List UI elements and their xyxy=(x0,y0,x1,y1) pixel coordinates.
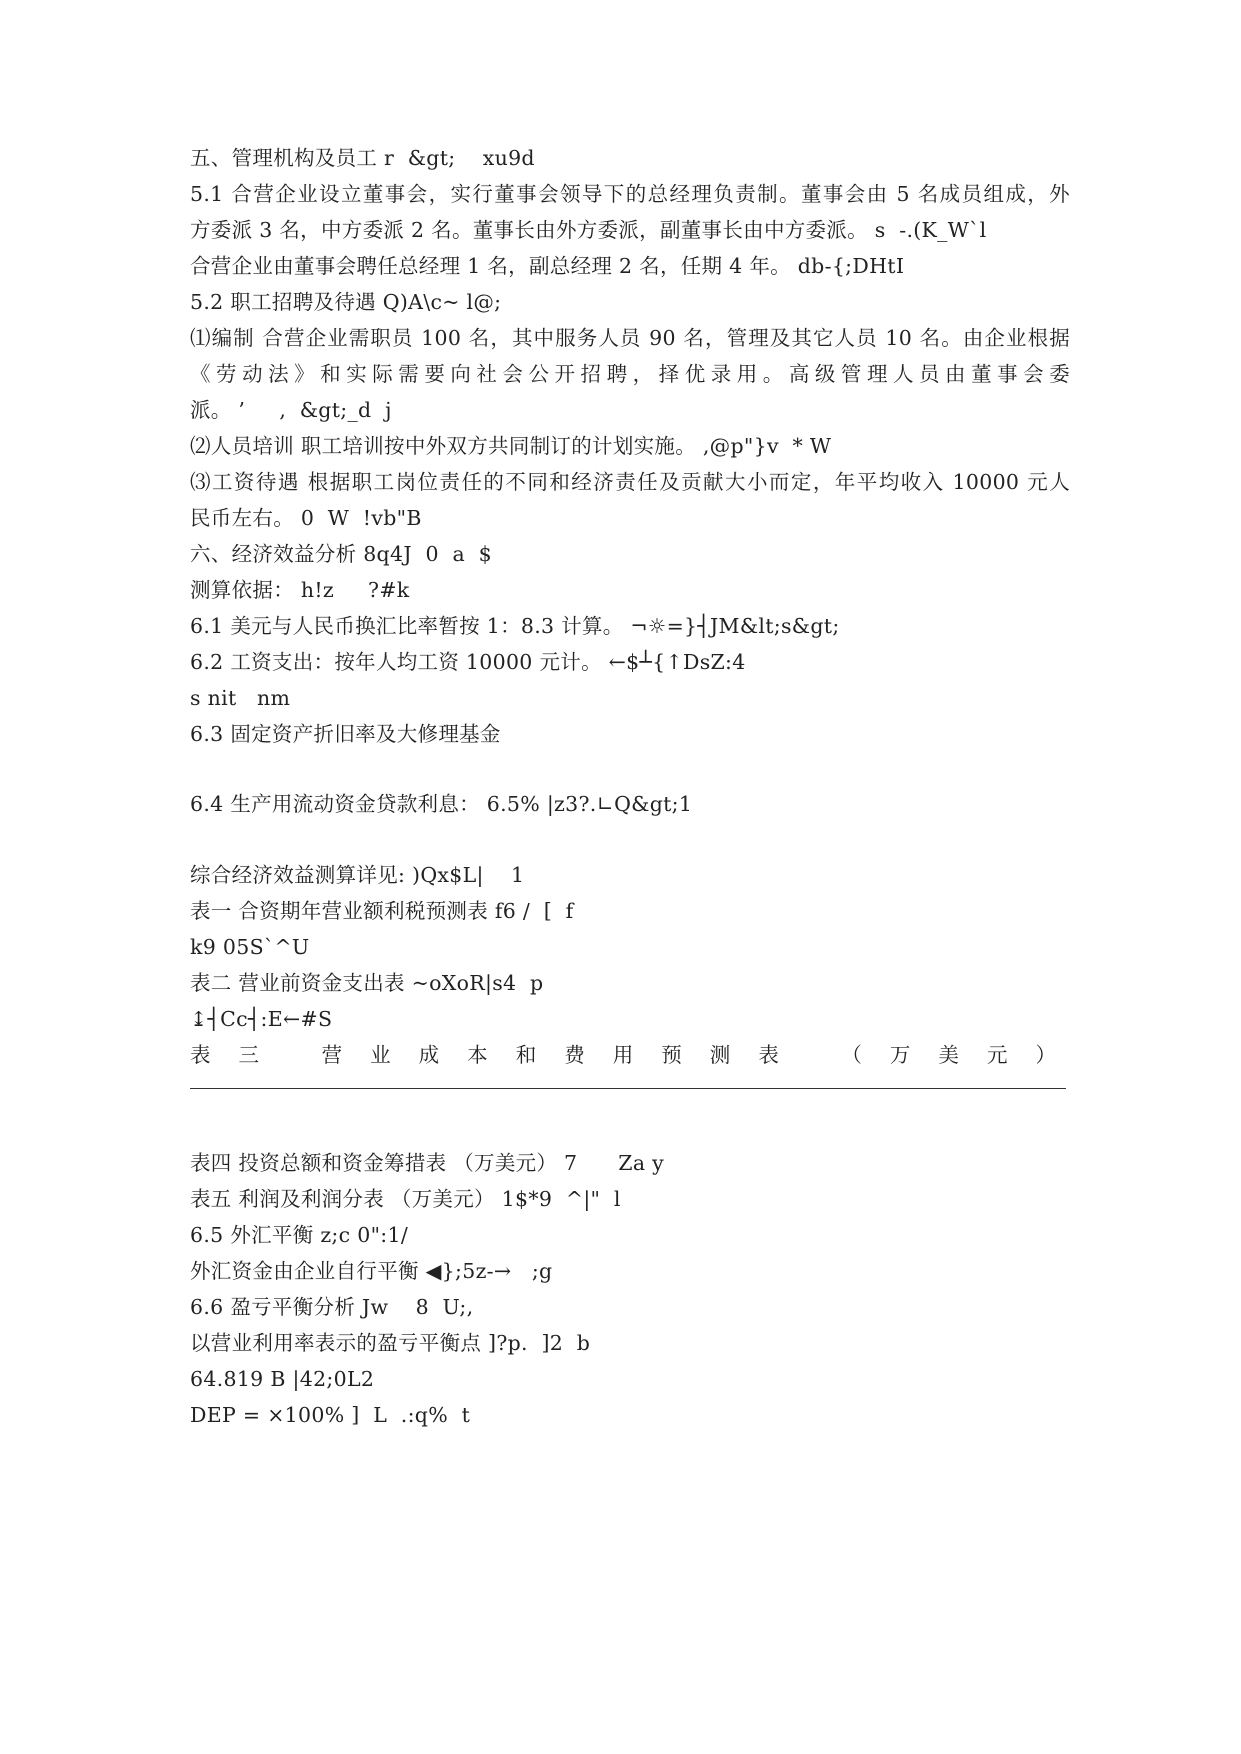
text-line: ⑴编制 合营企业需职员 100 名，其中服务人员 90 名，管理及其它人员 10 名。由企业根据 xyxy=(190,326,1070,350)
heading-economic-analysis: 六、经济效益分析 8q4J 0 a $ xyxy=(190,542,492,566)
text-line: 6.1 美元与人民币换汇比率暂按 1：8.3 计算。 ¬☼=}┤JM&lt;s&gt; xyxy=(190,614,840,638)
text-line: ↨┤Cc┤:E←#S xyxy=(190,1007,333,1031)
table-ref-2: 表二 营业前资金支出表 ~oXoR|s4 p xyxy=(190,971,544,995)
horizontal-rule xyxy=(190,1088,1066,1089)
formula-line: DEP = ×100% ] L .:q% t xyxy=(190,1403,471,1427)
text-line: 测算依据： h!z ?#k xyxy=(190,578,410,602)
text-line: ⑶工资待遇 根据职工岗位责任的不同和经济责任及贡献大小而定，年平均收入 10000 元人 xyxy=(190,470,1070,494)
table-ref-3: 表三 营业成本和费用预测表 （万美元） xyxy=(190,1043,1070,1067)
table-ref-5: 表五 利润及利润分表 （万美元） 1$*9 ^|" l xyxy=(190,1187,621,1211)
table-ref-4: 表四 投资总额和资金筹措表 （万美元） 7 Za y xyxy=(190,1151,665,1175)
text-line: 派。 ’ , &gt;_d j xyxy=(190,398,392,422)
text-line: 5.1 合营企业设立董事会，实行董事会领导下的总经理负责制。董事会由 5 名成员组成，外 xyxy=(190,182,1070,206)
text-line: 《劳动法》和实际需要向社会公开招聘，择优录用。高级管理人员由董事会委 xyxy=(190,362,1070,386)
heading-management: 五、管理机构及员工 r &gt; xu9d xyxy=(190,146,535,170)
text-line: 6.6 盈亏平衡分析 Jw 8 U;, xyxy=(190,1295,474,1319)
text-line: 以营业利用率表示的盈亏平衡点 ]?p. ]2 b xyxy=(190,1331,591,1355)
text-line: s nit nm xyxy=(190,686,291,710)
text-line: 合营企业由董事会聘任总经理 1 名，副总经理 2 名，任期 4 年。 db-{;DHtI xyxy=(190,254,905,278)
text-line: 外汇资金由企业自行平衡 ◀};5z-→ ;g xyxy=(190,1259,553,1283)
text-line: 6.5 外汇平衡 z;c 0":1/ xyxy=(190,1223,409,1247)
text-line: 6.4 生产用流动资金贷款利息： 6.5% |z3?.∟Q&gt;1 xyxy=(190,792,693,816)
text-line: 6.3 固定资产折旧率及大修理基金 xyxy=(190,722,501,746)
text-line: 民币左右。 0 W !vb"B xyxy=(190,506,422,530)
text-line: 综合经济效益测算详见: )Qx$L| 1 xyxy=(190,863,525,887)
text-line: 方委派 3 名，中方委派 2 名。董事长由外方委派，副董事长由中方委派。 s -.(K_W`l xyxy=(190,218,987,242)
text-line: 6.2 工资支出：按年人均工资 10000 元计。 ←$┴{↑DsZ:4 xyxy=(190,650,746,674)
text-line: 64.819 B |42;0L2 xyxy=(190,1367,375,1391)
table-ref-1: 表一 合资期年营业额利税预测表 f6 / [ f xyxy=(190,899,574,923)
text-line: k9 05S`^U xyxy=(190,935,310,959)
text-line: ⑵人员培训 职工培训按中外双方共同制订的计划实施。 ,@p"}v * W xyxy=(190,434,832,458)
subheading-recruitment: 5.2 职工招聘及待遇 Q)A\c~ l@; xyxy=(190,290,502,314)
